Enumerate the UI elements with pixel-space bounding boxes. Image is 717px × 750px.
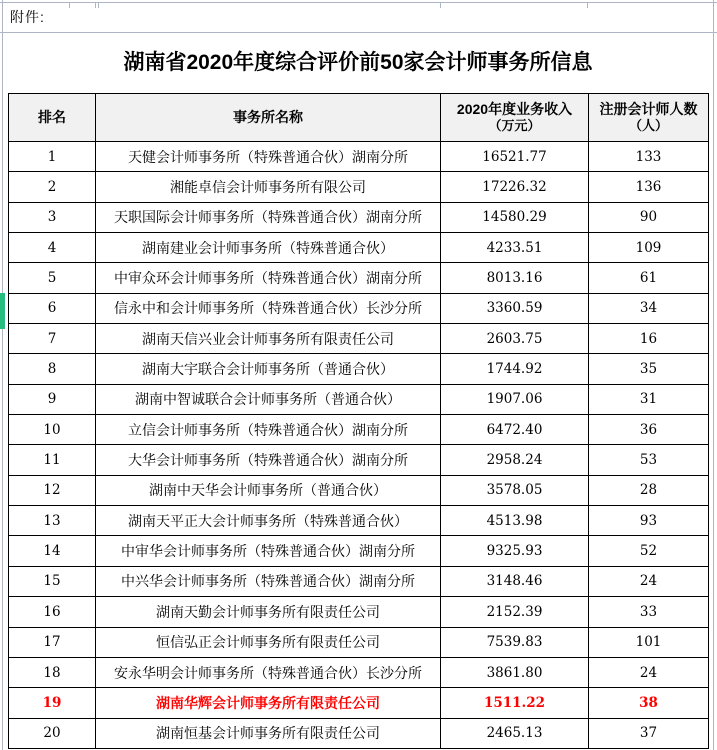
firm-name-cell[interactable]: 湖南恒基会计师事务所有限责任公司 xyxy=(96,718,441,748)
rank-cell[interactable]: 4 xyxy=(9,233,96,263)
revenue-cell[interactable]: 9325.93 xyxy=(441,536,589,566)
revenue-cell[interactable]: 3861.80 xyxy=(441,657,589,687)
cpa-count-cell[interactable]: 61 xyxy=(589,263,709,293)
spreadsheet-gridline-stub xyxy=(98,2,99,8)
revenue-cell[interactable]: 2465.13 xyxy=(441,718,589,748)
revenue-cell[interactable]: 4513.98 xyxy=(441,506,589,536)
rank-cell[interactable]: 1 xyxy=(9,142,96,172)
revenue-cell[interactable]: 17226.32 xyxy=(441,172,589,202)
table-row xyxy=(9,324,709,354)
cpa-count-header-label: 注册会计师人数 xyxy=(599,100,698,117)
cpa-count-cell[interactable]: 136 xyxy=(589,172,709,202)
rank-cell[interactable]: 9 xyxy=(9,384,96,414)
revenue-cell[interactable]: 8013.16 xyxy=(441,263,589,293)
firm-name-cell[interactable]: 湖南建业会计师事务所（特殊普通合伙） xyxy=(96,233,441,263)
rank-cell[interactable]: 10 xyxy=(9,415,96,445)
firm-table-body xyxy=(9,142,709,749)
firm-name-header[interactable] xyxy=(96,94,441,142)
rank-header-label: 排名 xyxy=(38,108,66,125)
revenue-header-label: 2020年度业务收入 xyxy=(456,100,573,117)
firm-name-cell[interactable]: 中审华会计师事务所（特殊普通合伙）湖南分所 xyxy=(96,536,441,566)
cpa-count-cell[interactable]: 16 xyxy=(589,324,709,354)
firm-name-cell[interactable]: 恒信弘正会计师事务所有限责任公司 xyxy=(96,627,441,657)
rank-cell[interactable]: 16 xyxy=(9,597,96,627)
cpa-count-cell[interactable]: 101 xyxy=(589,627,709,657)
firm-name-cell[interactable]: 信永中和会计师事务所（特殊普通合伙）长沙分所 xyxy=(96,293,441,323)
table-row xyxy=(9,263,709,293)
firm-name-cell[interactable]: 湖南大宇联合会计师事务所（普通合伙） xyxy=(96,354,441,384)
rank-cell[interactable]: 15 xyxy=(9,566,96,596)
cpa-count-cell[interactable]: 33 xyxy=(589,597,709,627)
rank-cell[interactable]: 2 xyxy=(9,172,96,202)
revenue-cell[interactable]: 2958.24 xyxy=(441,445,589,475)
revenue-header[interactable] xyxy=(441,94,589,142)
firm-name-cell[interactable]: 湖南中天华会计师事务所（普通合伙） xyxy=(96,475,441,505)
cpa-count-cell[interactable]: 109 xyxy=(589,233,709,263)
spreadsheet-gridline-right xyxy=(713,0,714,750)
table-row xyxy=(9,688,709,718)
cpa-count-cell[interactable]: 35 xyxy=(589,354,709,384)
cpa-count-cell[interactable]: 31 xyxy=(589,384,709,414)
cpa-count-header[interactable] xyxy=(589,94,709,142)
table-row xyxy=(9,293,709,323)
spreadsheet-gridline-stub xyxy=(95,2,96,8)
firm-name-cell[interactable]: 天健会计师事务所（特殊普通合伙）湖南分所 xyxy=(96,142,441,172)
table-row xyxy=(9,415,709,445)
table-row xyxy=(9,627,709,657)
cpa-count-cell[interactable]: 28 xyxy=(589,475,709,505)
revenue-cell[interactable]: 3360.59 xyxy=(441,293,589,323)
cpa-count-header-unit: （人） xyxy=(628,118,668,134)
table-row xyxy=(9,566,709,596)
attachment-label[interactable]: 附件: xyxy=(10,9,45,25)
spreadsheet-gridline-top xyxy=(0,2,717,3)
cpa-count-cell[interactable]: 37 xyxy=(589,718,709,748)
rank-cell[interactable]: 3 xyxy=(9,202,96,232)
revenue-cell[interactable]: 1511.22 xyxy=(441,688,589,718)
sheet-title[interactable]: 湖南省2020年度综合评价前50家会计师事务所信息 xyxy=(123,51,593,74)
firm-name-header-label: 事务所名称 xyxy=(233,108,303,125)
firm-table xyxy=(8,93,709,749)
spreadsheet-gridline-stub xyxy=(440,2,441,8)
cpa-count-cell[interactable]: 93 xyxy=(589,506,709,536)
rank-cell[interactable]: 14 xyxy=(9,536,96,566)
revenue-cell[interactable]: 3148.46 xyxy=(441,566,589,596)
rank-cell[interactable]: 18 xyxy=(9,657,96,687)
rank-cell[interactable]: 5 xyxy=(9,263,96,293)
table-header-row xyxy=(9,94,709,142)
revenue-cell[interactable]: 2152.39 xyxy=(441,597,589,627)
firm-name-cell[interactable]: 天职国际会计师事务所（特殊普通合伙）湖南分所 xyxy=(96,202,441,232)
rank-cell[interactable]: 8 xyxy=(9,354,96,384)
firm-name-cell[interactable]: 湖南天勤会计师事务所有限责任公司 xyxy=(96,597,441,627)
table-row xyxy=(9,354,709,384)
table-row xyxy=(9,142,709,172)
firm-name-cell[interactable]: 湖南中智诚联合会计师事务所（普通合伙） xyxy=(96,384,441,414)
table-row xyxy=(9,536,709,566)
cpa-count-cell[interactable]: 38 xyxy=(589,688,709,718)
rank-header[interactable] xyxy=(9,94,96,142)
rank-cell[interactable]: 19 xyxy=(9,688,96,718)
table-row xyxy=(9,202,709,232)
spreadsheet-gridline-stub xyxy=(69,2,70,8)
table-row xyxy=(9,172,709,202)
table-row xyxy=(9,384,709,414)
revenue-cell[interactable]: 3578.05 xyxy=(441,475,589,505)
rank-cell[interactable]: 7 xyxy=(9,324,96,354)
rank-cell[interactable]: 11 xyxy=(9,445,96,475)
cpa-count-cell[interactable]: 90 xyxy=(589,202,709,232)
firm-name-cell[interactable]: 湖南华辉会计师事务所有限责任公司 xyxy=(96,688,441,718)
revenue-cell[interactable]: 4233.51 xyxy=(441,233,589,263)
spreadsheet-gridline-stub xyxy=(587,2,588,8)
firm-name-cell[interactable]: 湘能卓信会计师事务所有限公司 xyxy=(96,172,441,202)
revenue-cell[interactable]: 1907.06 xyxy=(441,384,589,414)
firm-name-cell[interactable]: 大华会计师事务所（特殊普通合伙）湖南分所 xyxy=(96,445,441,475)
cpa-count-cell[interactable]: 36 xyxy=(589,415,709,445)
revenue-cell[interactable]: 7539.83 xyxy=(441,627,589,657)
firm-name-cell[interactable]: 湖南天平正大会计师事务所（特殊普通合伙） xyxy=(96,506,441,536)
cpa-count-cell[interactable]: 34 xyxy=(589,293,709,323)
table-row xyxy=(9,657,709,687)
cpa-count-cell[interactable]: 24 xyxy=(589,657,709,687)
revenue-cell[interactable]: 16521.77 xyxy=(441,142,589,172)
rank-cell[interactable]: 17 xyxy=(9,627,96,657)
revenue-cell[interactable]: 14580.29 xyxy=(441,202,589,232)
firm-name-cell[interactable]: 湖南天信兴业会计师事务所有限责任公司 xyxy=(96,324,441,354)
table-row xyxy=(9,718,709,748)
rank-cell[interactable]: 13 xyxy=(9,506,96,536)
rank-cell[interactable]: 20 xyxy=(9,718,96,748)
revenue-header-unit: （万元） xyxy=(488,118,541,134)
table-row xyxy=(9,233,709,263)
firm-name-cell[interactable]: 中审众环会计师事务所（特殊普通合伙）湖南分所 xyxy=(96,263,441,293)
row-selection-indicator xyxy=(0,293,5,329)
cpa-count-cell[interactable]: 53 xyxy=(589,445,709,475)
revenue-cell[interactable]: 2603.75 xyxy=(441,324,589,354)
table-row xyxy=(9,597,709,627)
cpa-count-cell[interactable]: 52 xyxy=(589,536,709,566)
firm-name-cell[interactable]: 安永华明会计师事务所（特殊普通合伙）长沙分所 xyxy=(96,657,441,687)
table-row xyxy=(9,475,709,505)
table-row xyxy=(9,445,709,475)
rank-cell[interactable]: 12 xyxy=(9,475,96,505)
cpa-count-cell[interactable]: 24 xyxy=(589,566,709,596)
firm-name-cell[interactable]: 中兴华会计师事务所（特殊普通合伙）湖南分所 xyxy=(96,566,441,596)
revenue-cell[interactable]: 1744.92 xyxy=(441,354,589,384)
table-row xyxy=(9,506,709,536)
rank-cell[interactable]: 6 xyxy=(9,293,96,323)
revenue-cell[interactable]: 6472.40 xyxy=(441,415,589,445)
firm-name-cell[interactable]: 立信会计师事务所（特殊普通合伙）湖南分所 xyxy=(96,415,441,445)
spreadsheet-gridline-left xyxy=(2,0,3,750)
cpa-count-cell[interactable]: 133 xyxy=(589,142,709,172)
